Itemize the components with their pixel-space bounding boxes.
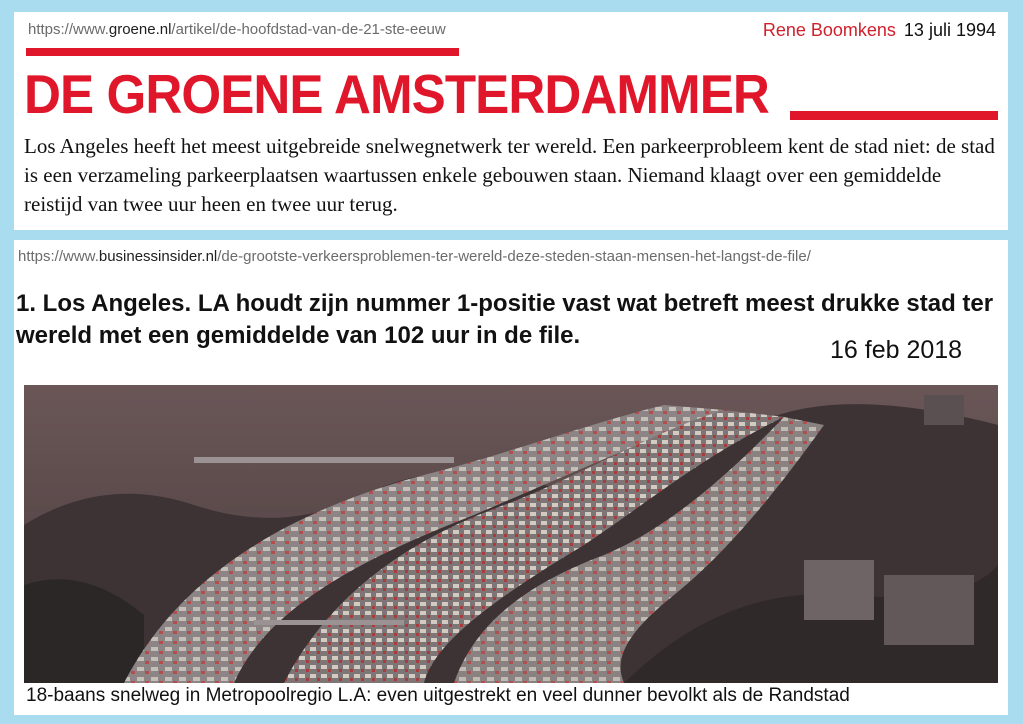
article-clip-groene	[14, 12, 1008, 230]
freeway-photo-illustration	[24, 385, 998, 683]
source-url[interactable]: https://www.businessinsider.nl/de-grootste-verkeersproblemen-ter-wereld-deze-steden-staan-mensen-het-langst-de-file/	[18, 248, 811, 265]
byline	[763, 20, 996, 41]
freeway-traffic-photo	[24, 385, 998, 683]
author: Rene Boomkens	[762, 20, 896, 40]
masthead-rule	[790, 111, 998, 120]
article-quote: Los Angeles heeft het meest uitgebreide snelwegnetwerk ter wereld. Een parkeerprobleem kent de stad niet: de stad is een verzameling parkeerplaatsen waartussen enkele gebouwen staan. Niemand klaagt over een gemiddelde reistijd van twee uur heen en twee uur terug.	[24, 134, 995, 216]
publication-date: 13 juli 1994	[903, 20, 996, 40]
article-headline: 1. Los Angeles. LA houdt zijn nummer 1-positie vast wat betreft meest drukke stad ter wereld met een gemiddelde van 102 uur in de file.	[16, 290, 994, 349]
article-clip-businessinsider	[14, 240, 1008, 715]
masthead-logo: DE GROENE AMSTERDAMMER	[24, 63, 769, 125]
source-url[interactable]: https://www.groene.nl/artikel/de-hoofdstad-van-de-21-ste-eeuw	[28, 21, 446, 38]
photo-caption: 18-baans snelweg in Metropoolregio L.A: even uitgestrekt en veel dunner bevolkt als de Randstad	[26, 685, 850, 706]
masthead-rule	[26, 48, 459, 56]
article-date: 16 feb 2018	[830, 336, 963, 364]
